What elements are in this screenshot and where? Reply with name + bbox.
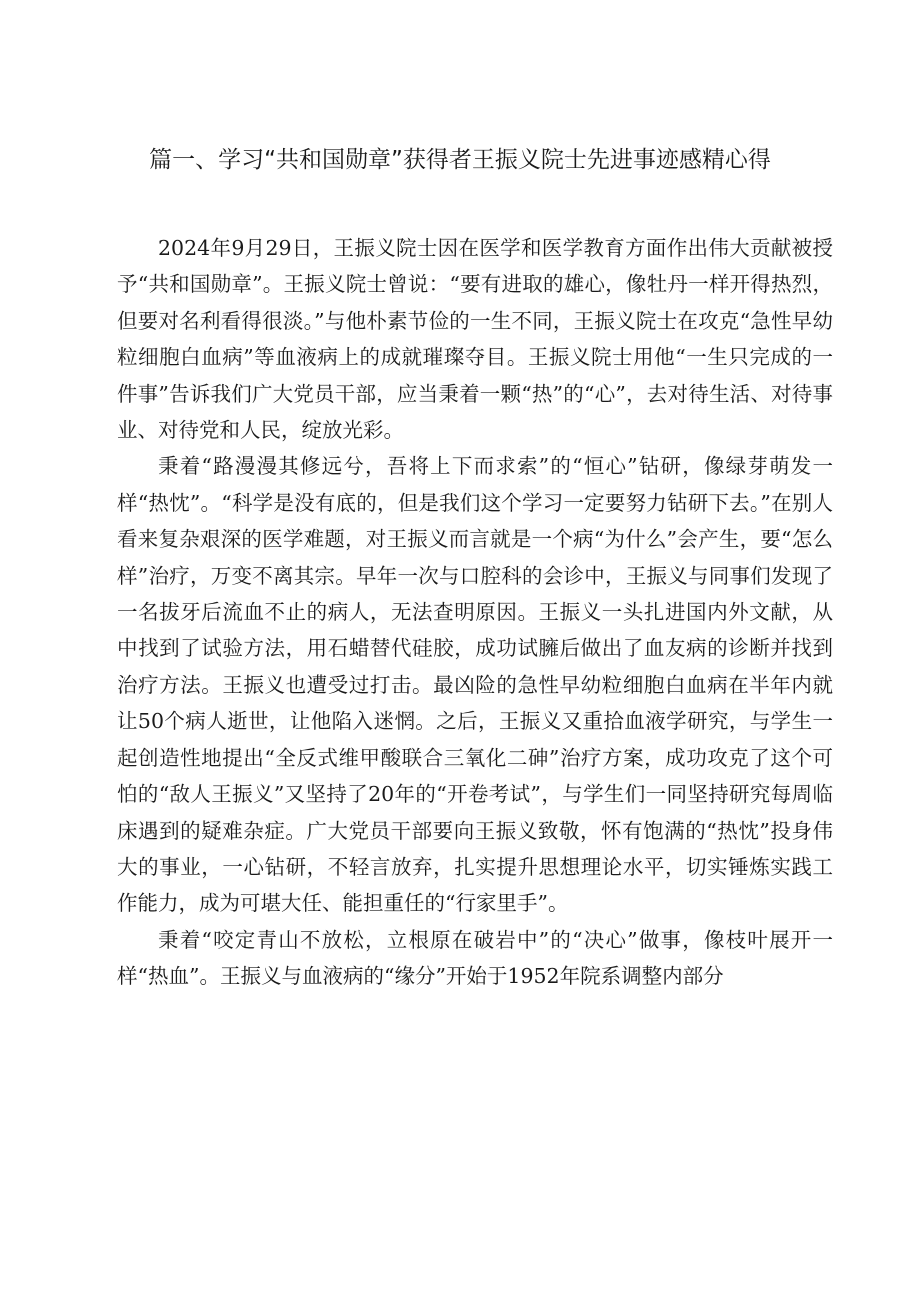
- paragraph-3: 秉着“咬定青山不放松，立根原在破岩中”的“决心”做事，像枝叶展开一样“热血”。王振义与血液病的“缘分”开始于1952年院系调整内部分: [117, 927, 833, 989]
- paragraph-1: 2024年9月29日，王振义院士因在医学和医学教育方面作出伟大贡献被授予“共和国勋章”。王振义院士曾说：“要有进取的雄心，像牡丹一样开得热烈，但要对名利看得很淡。”与他朴素节俭的一生不同，王振义院士在攻克“急性早幼粒细胞白血病”等血液病上的成就璀璨夺目。王振义院士用他“一生只完成的一件事”告诉我们广大党员干部，应当秉着一颗“热”的“心”，去对待生活、对待事业、对待党和人民，绽放光彩。: [117, 236, 833, 443]
- paragraph-2: 秉着“路漫漫其修远兮，吾将上下而求索”的“恒心”钻研，像绿芽萌发一样“热忱”。“科学是没有底的，但是我们这个学习一定要努力钻研下去。”在别人看来复杂艰深的医学难题，对王振义而言就是一个病“为什么”会产生，要“怎么样”治疗，万变不离其宗。早年一次与口腔科的会诊中，王振义与同事们发现了一名拔牙后流血不止的病人，无法查明原因。王振义一头扎进国内外文献，从中找到了试验方法，用石蜡替代硅胶，成功试臃后做出了血友病的诊断并找到治疗方法。王振义也遭受过打击。最凶险的急性早幼粒细胞白血病在半年内就让50个病人逝世，让他陷入迷惘。之后，王振义又重拾血液学研究，与学生一起创造性地提出“全反式维甲酸联合三氧化二砷”治疗方案，成功攻克了这个可怕的“敌人王振义”又坚持了20年的“开卷考试”，与学生们一同坚持研究每周临床遇到的疑难杂症。广大党员干部要向王振义致敬，怀有饱满的“热忱”投身伟大的事业，一心钻研，不轻言放弃，扎实提升思想理论水平，切实锤炼实践工作能力，成为可堪大任、能担重任的“行家里手”。: [117, 454, 833, 916]
- document-title: 篇一、学习“共和国勋章”获得者王振义院士先进事迹感精心得: [149, 147, 771, 173]
- document-body: [117, 230, 833, 995]
